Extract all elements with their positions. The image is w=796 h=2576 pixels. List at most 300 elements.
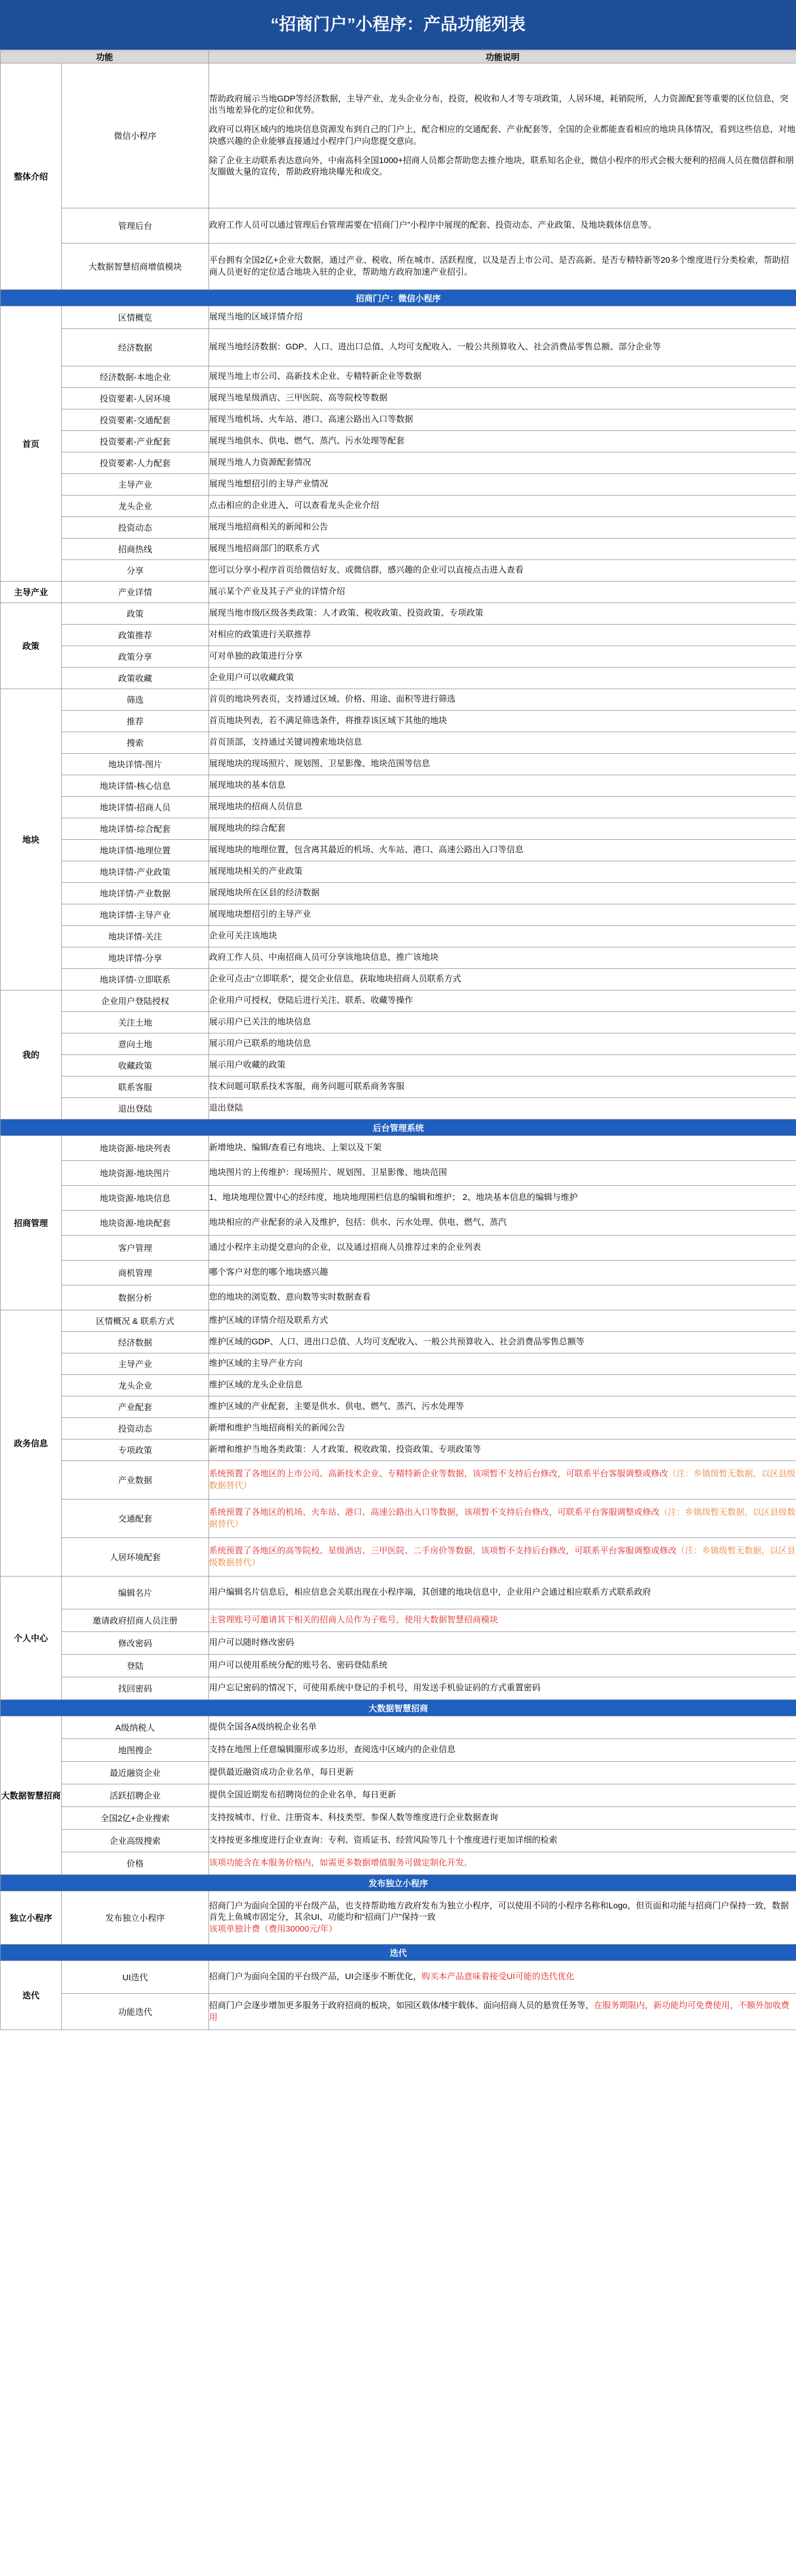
function-description [209,904,796,926]
function-name: 龙头企业 [62,1375,209,1396]
description-text: 您可以分享小程序首页给微信好友、或微信群，感兴趣的企业可以直接点击进入查看 [209,565,524,575]
description-text: 展示用户已关注的地块信息 [209,1017,312,1027]
function-name: 企业高级搜索 [62,1830,209,1852]
function-description [209,495,796,517]
category-cell: 地块 [1,689,62,990]
table-row [1,1375,796,1396]
function-description [209,1076,796,1098]
function-description [209,1236,796,1261]
description-text: 展示用户已联系的地块信息 [209,1039,312,1049]
description-text: 提供最近融资成功企业名单，每日更新 [209,1767,354,1778]
table-row [1,1538,796,1577]
description-text: 通过小程序主动提交意向的企业，以及通过招商人员推荐过来的企业列表 [209,1242,482,1253]
description-text: 主管理账号可邀请其下相关的招商人员作为子账号，使用大数据智慧招商模块 [209,1615,499,1625]
description-paragraph: 政府可以将区域内的地块信息资源发布到自己的门户上，配合相应的交通配套、产业配套等，全国的企业都能查看相应的地块具体情况，看到这些信息，对地块感兴趣的企业能够直接通过小程序门户向您提交意向。 [209,125,796,146]
function-name: 地块资源-地块列表 [62,1136,209,1161]
description-text: 招商门户为面向全国的平台级产品，UI会逐步不断优化， [209,1972,422,1982]
description-text: 展现当地招商相关的新闻和公告 [209,522,329,532]
table-row [1,775,796,797]
description-text: 您的地块的浏览数、意向数等实时数据查看 [209,1292,371,1302]
table-row [1,926,796,947]
function-name: 经济数据 [62,1332,209,1353]
description-text: 首页顶部，支持通过关键词搜索地块信息 [209,737,363,747]
section-title: 后台管理系统 [1,1120,796,1136]
description-text: 展示用户收藏的政策 [209,1060,286,1070]
description-note: （注：乡镇级暂无数据，以区县级数据替代） [209,1507,796,1529]
function-description [209,1211,796,1236]
table-row [1,1716,796,1739]
function-name: 投资动态 [62,517,209,539]
description-text: 展现地块的招商人员信息 [209,802,303,812]
function-description [209,711,796,732]
function-description [209,1830,796,1852]
description-text: 展现当地想招引的主导产业情况 [209,479,329,489]
function-description [209,1098,796,1120]
header-description: 功能说明 [209,51,796,63]
description-text: 展现地块的基本信息 [209,780,286,791]
function-description [209,818,796,840]
section-header [1,1120,796,1136]
function-name: 全国2亿+企业搜索 [62,1807,209,1830]
table-row [1,625,796,646]
function-description [209,1439,796,1461]
table-row [1,1285,796,1310]
function-name: 产业详情 [62,582,209,603]
description-text: 技术问题可联系技术客服，商务问题可联系商务客服 [209,1082,405,1092]
table-row [1,1655,796,1677]
function-description [209,840,796,861]
function-name: 邀请政府招商人员注册 [62,1609,209,1632]
description-text: 政府工作人员、中南招商人员可分享该地块信息，推广该地块 [209,952,439,963]
function-description [209,625,796,646]
function-description [209,1677,796,1700]
table-row [1,1852,796,1875]
function-name: 登陆 [62,1655,209,1677]
description-text: 维护区域的产业配套，主要是供水、供电、燃气、蒸汽、污水处理等 [209,1402,465,1412]
function-name: 投资要素-产业配套 [62,431,209,452]
function-table [0,50,796,2030]
table-row [1,1186,796,1211]
table-row [1,329,796,366]
description-text: 展现当地上市公司、高新技术企业、专精特新企业等数据 [209,371,422,382]
table-row [1,1577,796,1609]
function-name: 企业用户登陆授权 [62,990,209,1012]
description-text: 展现当地供水、供电、燃气、蒸汽、污水处理等配套 [209,436,405,446]
table-row [1,1396,796,1418]
section-header [1,290,796,306]
function-name: 活跃招聘企业 [62,1784,209,1807]
function-name: 价格 [62,1852,209,1875]
function-description [209,1716,796,1739]
category-cell: 我的 [1,990,62,1120]
function-name: 分享 [62,560,209,582]
function-description [209,797,796,818]
function-name: 地块资源-地块信息 [62,1186,209,1211]
function-description [209,754,796,775]
function-name: UI迭代 [62,1961,209,1994]
function-description [209,388,796,409]
function-name: 经济数据-本地企业 [62,366,209,388]
function-name: 地块详情-图片 [62,754,209,775]
function-description [209,926,796,947]
function-name: 找回密码 [62,1677,209,1700]
table-row [1,689,796,711]
description-text: 展现地块相关的产业政策 [209,866,303,877]
function-name: 功能迭代 [62,1994,209,2030]
description-text: 地块相应的产业配套的录入及维护，包括：供水、污水处理、供电、燃气、蒸汽 [209,1217,507,1228]
function-description [209,1396,796,1418]
function-description [209,861,796,883]
table-row [1,1033,796,1055]
description-highlight: 在服务期限内，新功能均可免费使用，不额外加收费用 [209,2001,790,2022]
function-name: 意向土地 [62,1033,209,1055]
function-name: 产业数据 [62,1461,209,1500]
table-row [1,1500,796,1538]
function-description [209,560,796,582]
description-text: 展现当地的区域详情介绍 [209,312,303,322]
function-name: 地块详情-分享 [62,947,209,969]
table-row [1,1161,796,1186]
table-row [1,990,796,1012]
description-text: 对相应的政策进行关联推荐 [209,630,312,640]
table-row [1,409,796,431]
table-row [1,1784,796,1807]
function-description [209,63,796,208]
description-text: 招商门户为面向全国的平台级产品，也支持帮助地方政府发布为独立小程序，可以使用不同的小程序名称和Logo，但页面和功能与招商门户保持一致，数据首先上鱼城市固定分，其余UI、功能均和“招商门户”保持一致 [209,1901,789,1923]
function-name: 大数据智慧招商增值模块 [62,243,209,290]
table-row [1,1762,796,1784]
table-header [1,51,796,63]
table-row [1,969,796,990]
table-row [1,603,796,625]
function-description [209,474,796,495]
function-description [209,306,796,329]
function-name: 地块详情-招商人员 [62,797,209,818]
function-description [209,1353,796,1375]
description-note: （注：乡镇级暂无数据，以区县级数据替代） [209,1546,796,1567]
description-text: 企业用户可以收藏政策 [209,673,295,683]
category-cell: 政务信息 [1,1310,62,1577]
description-text: 支持在地图上任意编辑圈形或多边形，查阅选中区域内的企业信息 [209,1745,456,1755]
function-name: 地块详情-产业数据 [62,883,209,904]
table-row [1,1461,796,1500]
function-description [209,208,796,243]
function-description [209,1762,796,1784]
function-description [209,990,796,1012]
function-description [209,646,796,668]
description-text: 展现地块的地理位置，包含离其最近的机场、火车站、港口、高速公路出入口等信息 [209,845,524,855]
table-row [1,431,796,452]
description-text: 维护区域的主导产业方向 [209,1359,303,1369]
function-name: 区情概览 [62,306,209,329]
table-row [1,1236,796,1261]
function-name: 地块详情-关注 [62,926,209,947]
function-description [209,1161,796,1186]
table-row [1,840,796,861]
description-text: 该项功能含在本服务价格内，如需更多数据增值服务可做定制化开发。 [209,1858,473,1868]
description-text: 哪个客户对您的哪个地块感兴趣 [209,1267,329,1278]
category-cell: 大数据智慧招商 [1,1716,62,1875]
description-text: 展示某个产业及其子产业的详情介绍 [209,587,346,597]
table-row [1,1332,796,1353]
function-description [209,539,796,560]
function-name: 地图搜企 [62,1739,209,1762]
description-text: 首页地块列表，若不满足筛选条件，将推荐该区域下其他的地块 [209,716,448,726]
function-name: 发布独立小程序 [62,1891,209,1945]
function-description [209,517,796,539]
function-description [209,329,796,366]
table-row [1,1012,796,1033]
table-row [1,797,796,818]
function-name: 地块详情-地理位置 [62,840,209,861]
table-row [1,1677,796,1700]
function-name: A级纳税人 [62,1716,209,1739]
function-name: 区情概况 & 联系方式 [62,1310,209,1332]
function-name: 人居环境配套 [62,1538,209,1577]
table-row [1,1418,796,1439]
category-cell: 首页 [1,306,62,582]
category-cell: 整体介绍 [1,63,62,290]
function-name: 关注土地 [62,1012,209,1033]
table-row [1,208,796,243]
price-note: 该项单独计费（费用30000元/年） [209,1924,337,1934]
table-row [1,1353,796,1375]
function-description [209,1807,796,1830]
description-text: 用户可以随时修改密码 [209,1638,295,1648]
function-description [209,1655,796,1677]
description-text: 展现当地招商部门的联系方式 [209,544,320,554]
section-title: 招商门户：微信小程序 [1,290,796,306]
function-name: 地块详情-立即联系 [62,969,209,990]
description-text: 展现当地经济数据：GDP、人口、进出口总值、人均可支配收入、一般公共预算收入、社会消费品零售总额、部分企业等 [209,342,661,352]
function-description [209,1538,796,1577]
table-row [1,1891,796,1945]
function-name: 地块详情-核心信息 [62,775,209,797]
description-text: 展现当地星级酒店、三甲医院、高等院校等数据 [209,393,388,403]
category-cell: 迭代 [1,1961,62,2030]
description-text: 企业可关注该地块 [209,931,278,941]
function-description [209,668,796,689]
table-row [1,668,796,689]
description-text: 首页的地块列表页，支持通过区域、价格、用途、面积等进行筛选 [209,694,456,704]
category-cell: 主导产业 [1,582,62,603]
function-description [209,366,796,388]
function-description [209,603,796,625]
table-row [1,517,796,539]
description-text: 支持按城市、行业、注册资本、科技类型、参保人数等维度进行企业数据查询 [209,1813,499,1823]
description-text: 用户忘记密码的情况下，可使用系统中登记的手机号，用发送手机验证码的方式重置密码 [209,1683,541,1693]
function-name: 推荐 [62,711,209,732]
function-name: 地块详情-主导产业 [62,904,209,926]
table-row [1,306,796,329]
function-name: 退出登陆 [62,1098,209,1120]
table-row [1,388,796,409]
description-paragraph: 除了企业主动联系表达意向外，中南高科全国1000+招商人员都会帮助您去推介地块，联系知名企业，微信小程序的形式会极大便利的招商人员在微信群和朋友圈做大量的宣传，帮助政府地块曝光和成交。 [209,155,794,177]
table-row [1,1076,796,1098]
description-text: 展现当地机场、火车站、港口、高速公路出入口等数据 [209,415,414,425]
function-description [209,689,796,711]
function-name: 微信小程序 [62,63,209,208]
function-name: 修改密码 [62,1632,209,1655]
function-description [209,1055,796,1076]
function-name: 筛选 [62,689,209,711]
function-name: 收藏政策 [62,1055,209,1076]
function-description [209,1784,796,1807]
function-description [209,1033,796,1055]
table-row [1,732,796,754]
table-row [1,1055,796,1076]
description-text: 新增和维护当地各类政策：人才政策、税收政策、投资政策、专项政策等 [209,1445,482,1455]
table-row [1,754,796,775]
table-row [1,1994,796,2030]
description-text: 展现当地人力资源配套情况 [209,458,312,468]
function-name: 投资要素-交通配套 [62,409,209,431]
table-row [1,861,796,883]
function-description [209,1577,796,1609]
function-description [209,582,796,603]
function-description [209,1739,796,1762]
table-row [1,947,796,969]
table-row [1,711,796,732]
description-paragraph: 平台拥有全国2亿+企业大数据，通过产业、税收、所在城市、活跃程度，以及是否上市公司、是否高新、是否专精特新等20多个维度进行分类检索，帮助招商人员更好的定位适合地块入驻的企业，帮助地方政府加速产业招引。 [209,255,789,277]
function-description [209,1186,796,1211]
function-name: 投资要素-人力配套 [62,452,209,474]
function-name: 专项政策 [62,1439,209,1461]
section-title: 发布独立小程序 [1,1875,796,1891]
category-cell: 独立小程序 [1,1891,62,1945]
function-description [209,1852,796,1875]
description-text: 招商门户会逐步增加更多服务于政府招商的板块，如园区载体/楼宇载体、面向招商人员的悬赏任务等， [209,2001,594,2011]
function-name: 地块资源-地块配套 [62,1211,209,1236]
table-row [1,474,796,495]
table-row [1,495,796,517]
function-name: 投资要素-人居环境 [62,388,209,409]
table-row [1,63,796,208]
function-name: 地块详情-综合配套 [62,818,209,840]
description-highlight: 购买本产品意味着接受UI可能的迭代优化 [422,1972,575,1982]
table-row [1,560,796,582]
description-text: 支持按更多维度进行企业查询：专利、资质证书、经营风险等几十个维度进行更加详细的检索 [209,1835,558,1846]
description-text: 点击相应的企业进入，可以查看龙头企业介绍 [209,501,380,511]
section-header [1,1875,796,1891]
table-row [1,1830,796,1852]
function-description [209,1500,796,1538]
table-row [1,1632,796,1655]
description-text: 系统预置了各地区的高等院校、星级酒店、三甲医院、二手房价等数据，该项暂不支持后台修改，可联系平台客服调整或修改 [209,1546,677,1556]
table-row [1,1807,796,1830]
function-name: 商机管理 [62,1261,209,1285]
function-name: 主导产业 [62,1353,209,1375]
function-name: 主导产业 [62,474,209,495]
function-description [209,1994,796,2030]
description-text: 1、地块地理位置中心的经纬度，地块地理围栏信息的编辑和维护； 2、地块基本信息的编辑与维护 [209,1193,578,1203]
table-row [1,904,796,926]
function-name: 编辑名片 [62,1577,209,1609]
function-name: 地块资源-地块图片 [62,1161,209,1186]
function-description [209,409,796,431]
description-text: 用户编辑名片信息后，相应信息会关联出现在小程序端，其创建的地块信息中，企业用户会通过相应联系方式联系政府 [209,1587,652,1597]
table-row [1,1261,796,1285]
category-cell: 政策 [1,603,62,689]
function-name: 经济数据 [62,329,209,366]
section-header [1,1700,796,1716]
description-text: 地块图片的上传维护：现场照片、规划图、卫星影像、地块范围 [209,1168,448,1178]
function-description [209,1285,796,1310]
function-name: 数据分析 [62,1285,209,1310]
function-description [209,1261,796,1285]
category-cell: 个人中心 [1,1577,62,1700]
description-text: 展现当地市级/区级各类政策：人才政策、税收政策、投资政策、专项政策 [209,608,484,618]
section-header [1,1945,796,1961]
function-name: 搜索 [62,732,209,754]
function-description [209,969,796,990]
description-text: 新增和维护当地招商相关的新闻公告 [209,1423,346,1433]
description-note: （注：乡镇级暂无数据，以区县级数据替代） [209,1469,796,1490]
description-text: 展现地块的综合配套 [209,823,286,834]
function-name: 交通配套 [62,1500,209,1538]
table-row [1,582,796,603]
function-description [209,947,796,969]
function-description [209,1461,796,1500]
function-name: 客户管理 [62,1236,209,1261]
function-description [209,1632,796,1655]
table-row [1,539,796,560]
function-name: 管理后台 [62,208,209,243]
description-text: 维护区域的详情介绍及联系方式 [209,1315,329,1326]
description-text: 企业用户可授权，登陆后进行关注、联系、收藏等操作 [209,996,414,1006]
function-description [209,775,796,797]
header-function: 功能 [1,51,209,63]
function-description [209,1418,796,1439]
table-row [1,366,796,388]
table-row [1,1439,796,1461]
function-description [209,883,796,904]
function-description [209,431,796,452]
section-title: 大数据智慧招商 [1,1700,796,1716]
description-text: 用户可以使用系统分配的账号名、密码登陆系统 [209,1660,388,1671]
table-row [1,1310,796,1332]
description-text: 提供全国各A级纳税企业名单 [209,1722,317,1732]
table-row [1,1609,796,1632]
table-row [1,1136,796,1161]
description-text: 新增地块、编辑/查看已有地块、上架以及下架 [209,1143,382,1153]
section-title: 迭代 [1,1945,796,1961]
table-row [1,1211,796,1236]
function-description [209,1310,796,1332]
description-paragraph: 帮助政府展示当地GDP等经济数据，主导产业，龙头企业分布，投资，税收和人才等专项政策，人居环境，耗销院所，人力资源配套等重要的区位信息，突出当地差异化的定位和优势。 [209,93,789,115]
description-text: 展现地块的现场照片、规划图、卫星影像、地块范围等信息 [209,759,431,769]
function-name: 政策推荐 [62,625,209,646]
function-description [209,1609,796,1632]
description-text: 企业可点击“立即联系”，提交企业信息，获取地块招商人员联系方式 [209,974,462,984]
table-row [1,646,796,668]
function-name: 龙头企业 [62,495,209,517]
function-name: 地块详情-产业政策 [62,861,209,883]
table-row [1,1098,796,1120]
description-text: 维护区域的GDP、人口、进出口总值、人均可支配收入、一般公共预算收入、社会消费品零售总额等 [209,1337,585,1347]
function-description [209,1012,796,1033]
table-row [1,1961,796,1994]
table-row [1,1739,796,1762]
function-description [209,732,796,754]
function-description [209,243,796,290]
function-name: 政策分享 [62,646,209,668]
table-row [1,818,796,840]
table-row [1,883,796,904]
description-text: 提供全国近期发布招聘岗位的企业名单，每日更新 [209,1790,397,1800]
description-text: 展现地块所在区县的经济数据 [209,888,320,898]
function-name: 联系客服 [62,1076,209,1098]
